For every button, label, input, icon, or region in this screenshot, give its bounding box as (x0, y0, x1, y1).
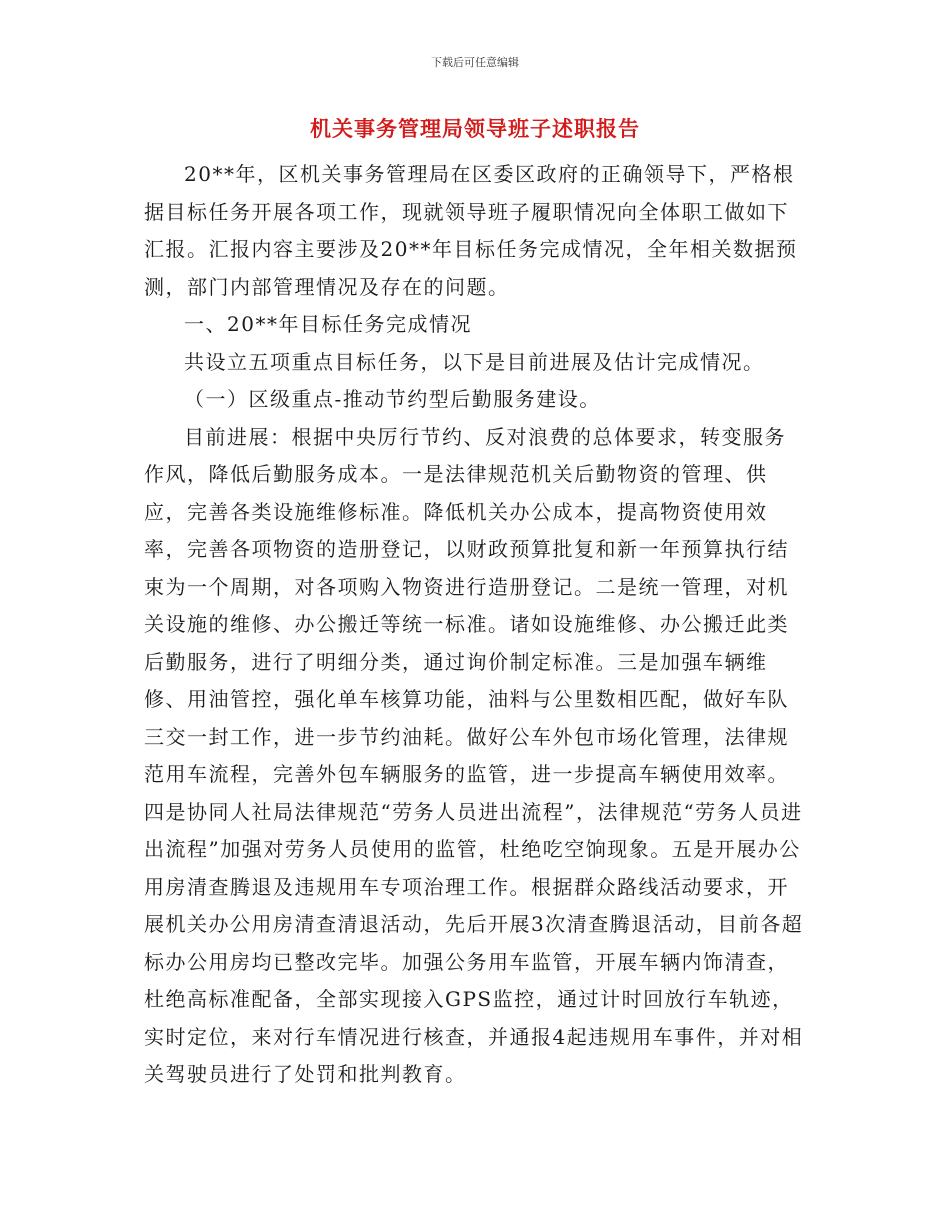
paragraph-summary: 共设立五项重点目标任务，以下是目前进展及估计完成情况。 (184, 349, 765, 374)
section-heading-1: 一、20**年目标任务完成情况 (184, 312, 472, 336)
document-title: 机关事务管理局领导班子述职报告 (310, 117, 640, 141)
subsection-heading-1: （一）区级重点-推动节约型后勤服务建设。 (184, 387, 601, 411)
header-note: 下载后可任意编辑 (431, 56, 519, 69)
document-body (144, 156, 806, 1094)
paragraph-intro: 20**年，区机关事务管理局在区委区政府的正确领导下，严格根据目标任务开展各项工作，现就领导班子履职情况向全体职工做如下汇报。汇报内容主要涉及20**年目标任务完成情况，全年相关数据预测，部门内部管理情况及存在的问题。 (144, 162, 798, 299)
paragraph-progress: 目前进展：根据中央厉行节约、反对浪费的总体要求，转变服务作风，降低后勤服务成本。一是法律规范机关后勤物资的管理、供应，完善各类设施维修标准。降低机关办公成本，提高物资使用效率，完善各项物资的造册登记，以财政预算批复和新一年预算执行结束为一个周期，对各项购入物资进行造册登记。二是统一管理，对机关设施的维修、办公搬迁等统一标准。诸如设施维修、办公搬迁此类后勤服务，进行了明细分类，通过询价制定标准。三是加强车辆维修、用油管控，强化单车核算功能，油料与公里数相匹配，做好车队三交一封工作，进一步节约油耗。做好公车外包市场化管理，法律规范用车流程，完善外包车辆服务的监管，进一步提高车辆使用效率。四是协同人社局法律规范“劳务人员进出流程”，法律规范“劳务人员进出流程”加强对劳务人员使用的监管，杜绝吃空饷现象。五是开展办公用房清查腾退及违规用车专项治理工作。根据群众路线活动要求，开展机关办公用房清查清退活动，先后开展3次清查腾退活动，目前各超标办公用房均已整改完毕。加强公务用车监管，开展车辆内饰清查，杜绝高标准配备，全部实现接入GPS监控，通过计时回放行车轨迹，实时定位，来对行车情况进行核查，并通报4起违规用车事件，并对相关驾驶员进行了处罚和批判教育。 (144, 424, 804, 1086)
